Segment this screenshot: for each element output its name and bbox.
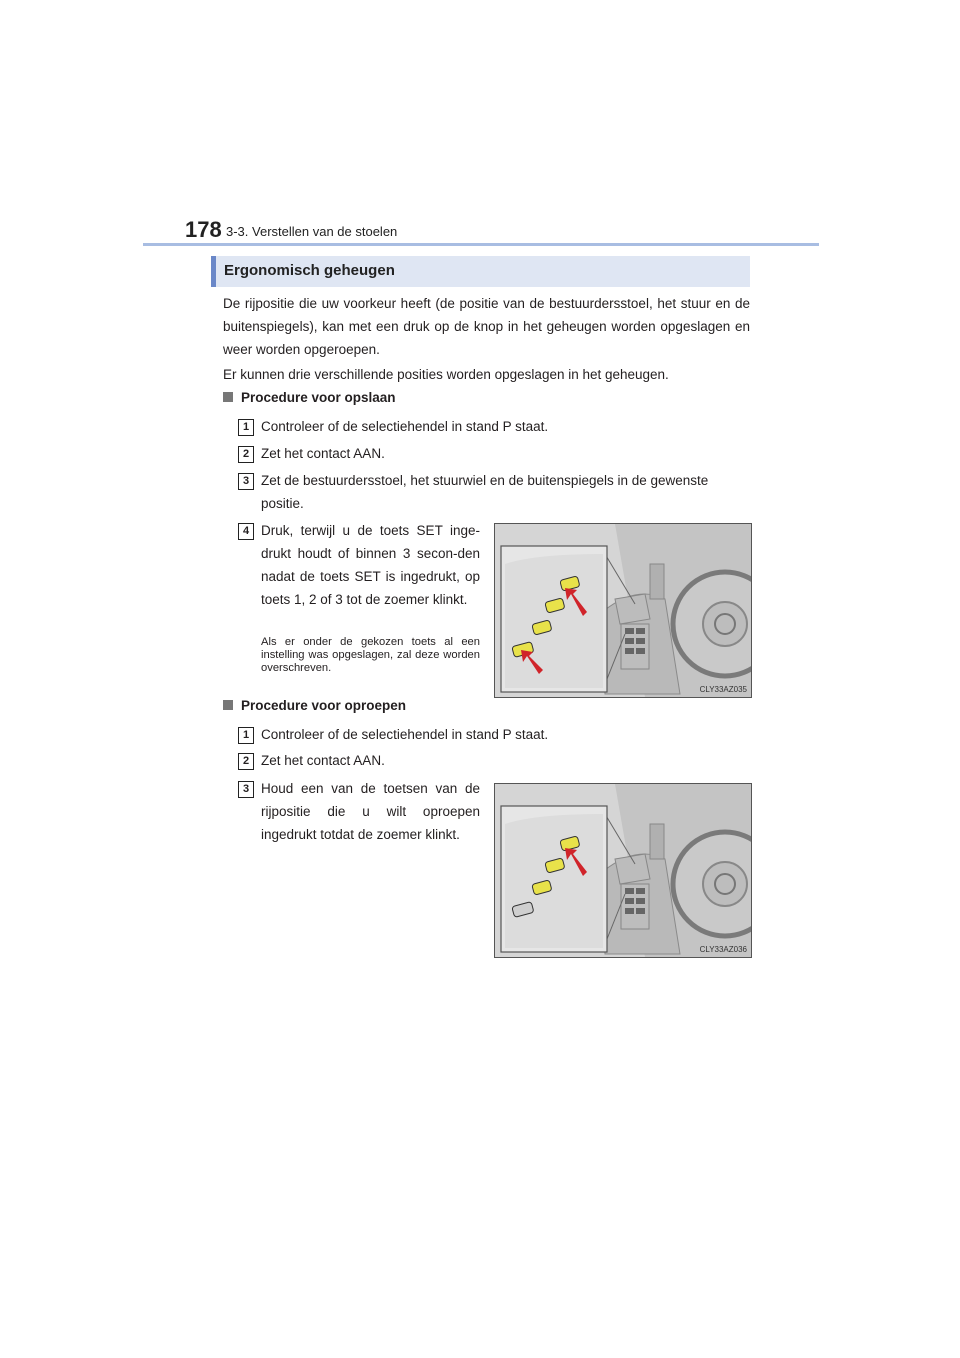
square-bullet-icon: [223, 392, 233, 402]
store-procedure-heading: [223, 390, 396, 405]
recall-step-text: Houd een van de toetsen van de rijpositie die u wilt oproepen ingedrukt totdat de zoemer klinkt.: [261, 781, 480, 842]
store-step-number: 3: [238, 473, 254, 490]
header-divider: [143, 243, 819, 246]
intro-paragraph: De rijpositie die uw voorkeur heeft (de positie van de bestuurdersstoel, het stuur en de buitenspiegels), kan met een druk op de knop in het geheugen worden opgeslagen en weer worden opgeroepen.: [223, 296, 750, 357]
recall-heading-label: Procedure voor oproepen: [241, 698, 407, 713]
figure-code: CLY33AZ036: [699, 945, 747, 954]
store-step-text: Zet het contact AAN.: [261, 446, 385, 461]
recall-figure: [494, 783, 752, 958]
section-accent-stripe: [211, 256, 216, 287]
recall-step-number: 3: [238, 781, 254, 798]
store-note: Als er onder de gekozen toets al een instelling was opgeslagen, zal deze worden overschreven.: [261, 636, 480, 674]
recall-step-number: 1: [238, 727, 254, 744]
page-number: 178: [185, 217, 222, 242]
intro-paragraph-2: Er kunnen drie verschillende posities worden opgeslagen in het geheugen.: [223, 367, 669, 382]
chapter-title: 3-3. Verstellen van de stoelen: [226, 224, 398, 239]
figure-code: CLY33AZ035: [699, 685, 747, 694]
store-step-text: Controleer of de selectiehendel in stand P staat.: [261, 419, 549, 434]
store-figure: [494, 523, 752, 698]
store-step-number: 2: [238, 446, 254, 463]
recall-procedure-heading: [223, 698, 406, 713]
recall-step-number: 2: [238, 753, 254, 770]
door-memory-buttons-illustration: [495, 784, 751, 957]
recall-step-text: Zet het contact AAN.: [261, 753, 385, 768]
store-step-number: 4: [238, 523, 254, 540]
store-step-text: Druk, terwijl u de toets SET inge-drukt houdt of binnen 3 secon-den nadat de toets SET is ingedrukt, op toets 1, 2 of 3 tot de zoemer klinkt.: [261, 523, 480, 607]
store-heading-label: Procedure voor opslaan: [241, 390, 396, 405]
section-title: Ergonomisch geheugen: [224, 262, 395, 279]
store-step-text: Zet de bestuurdersstoel, het stuurwiel en de buitenspiegels in de gewenste positie.: [261, 473, 709, 511]
square-bullet-icon: [223, 700, 233, 710]
store-step-number: 1: [238, 419, 254, 436]
door-memory-buttons-illustration: [495, 524, 751, 697]
recall-step-text: Controleer of de selectiehendel in stand P staat.: [261, 727, 549, 742]
